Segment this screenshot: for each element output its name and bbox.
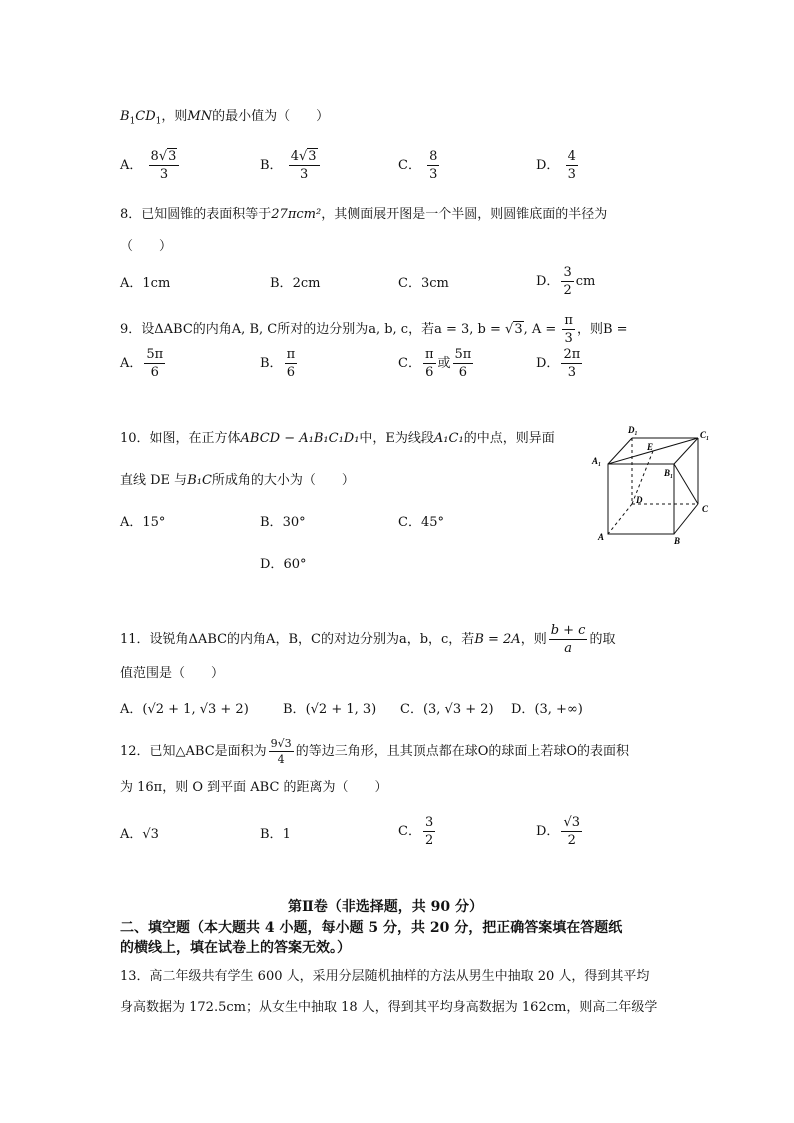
label-d: D xyxy=(636,495,643,505)
edge-bc xyxy=(674,504,698,534)
label-d1: D₁ xyxy=(628,425,638,435)
fraction: $\frac{4}{3}$ xyxy=(567,149,576,182)
q12-stem-line2: 为 16π，则 O 到平面 ABC 的距离为（ ） xyxy=(120,780,388,795)
fraction: $\frac{8√3}{3}$ xyxy=(149,150,180,181)
label-e: E xyxy=(647,442,654,452)
q11-option-a[interactable]: A．(√2 + 1, √3 + 2) xyxy=(120,702,249,717)
q8-option-a[interactable]: A．1cm xyxy=(120,276,171,291)
option-label: C． xyxy=(398,158,421,173)
q12-option-a[interactable]: A．√3 xyxy=(120,827,159,842)
fraction: $\frac{4√3}{3}$ xyxy=(289,150,320,181)
q12-option-d[interactable]: D． $\frac{√3}{2}$ xyxy=(536,815,580,848)
q8-option-d[interactable]: D． $\frac{3}{2}$ cm xyxy=(536,265,596,298)
q13-stem-line1: 13．高二年级共有学生 600 人，采用分层随机抽样的方法从男生中抽取 20 人，得到其平均 xyxy=(120,969,650,984)
q8-option-b[interactable]: B．2cm xyxy=(270,276,321,291)
q9-option-a[interactable]: A． $\frac{5\pi}{6}$ xyxy=(120,347,164,380)
q9-option-b[interactable]: B． $\frac{\pi}{6}$ xyxy=(260,347,296,380)
label-b1: B₁ xyxy=(664,468,674,478)
q10-option-c[interactable]: C．45° xyxy=(398,515,444,530)
section-heading-line2: 的横线上，填在试卷上的答案无效。） xyxy=(120,940,351,956)
q11-stem-line2: 值范围是（ ） xyxy=(120,666,225,681)
q11-option-d[interactable]: D．(3, +∞) xyxy=(511,702,583,717)
q9-option-c[interactable]: C． $\frac{\pi}{6}$ 或 $\frac{5\pi}{6}$ xyxy=(398,347,472,380)
q7-text2: 的最小值为（ ） xyxy=(212,109,330,124)
q10-option-a[interactable]: A．15° xyxy=(120,515,166,530)
section-heading-line1: 二、填空题（本大题共 4 小题，每小题 5 分，共 20 分，把正确答案填在答题纸 xyxy=(120,920,623,936)
q7-var-cd: CD xyxy=(135,109,156,124)
q7-continuation xyxy=(120,110,329,127)
label-c1: C₁ xyxy=(700,430,710,440)
q7-option-a[interactable] xyxy=(120,150,181,181)
q7-var-mn: MN xyxy=(187,109,213,124)
q11-option-b[interactable]: B．(√2 + 1, 3) xyxy=(283,702,377,717)
q8-stem-line1: 8．已知圆锥的表面积等于27πcm²，其侧面展开图是一个半圆，则圆锥底面的半径为 xyxy=(120,207,608,222)
q7-text: ，则 xyxy=(161,109,188,124)
segment-b1c xyxy=(674,464,698,504)
edge-da xyxy=(608,504,632,534)
q7-sub: 1 xyxy=(129,116,136,127)
q9-stem: 9．设ΔABC的内角A, B, C所对的边分别为a, b, c，若a = 3, b = √3, A = $\frac{\pi}{3}$ ，则B = xyxy=(120,313,628,346)
q10-option-d[interactable]: D．60° xyxy=(260,557,307,572)
q7-option-b[interactable] xyxy=(260,150,322,181)
q12-option-b[interactable]: B．1 xyxy=(260,827,291,842)
q10-stem-line1: 10．如图，在正方体ABCD − A₁B₁C₁D₁中，E为线段A₁C₁的中点，则异面 xyxy=(120,431,555,446)
option-label: D． xyxy=(536,158,560,173)
fraction: $\frac{3}{2}$ xyxy=(563,265,572,298)
q10-option-b[interactable]: B．30° xyxy=(260,515,306,530)
q11-stem-line1: 11．设锐角ΔABC的内角A，B，C的对边分别为a，b，c，若B = 2A，则 $\frac{b + c}{a}$ 的取 xyxy=(120,623,616,656)
q7-option-d[interactable] xyxy=(536,150,580,181)
label-a1: A₁ xyxy=(592,456,602,466)
option-label: A． xyxy=(120,158,143,173)
q10-stem-line2: 直线 DE 与B₁C所成角的大小为（ ） xyxy=(120,473,355,488)
q8-option-c[interactable]: C．3cm xyxy=(398,276,449,291)
q12-option-c[interactable]: C． $\frac{3}{2}$ xyxy=(398,815,434,848)
q7-sub2: 1 xyxy=(155,116,162,127)
q12-stem-line1: 12．已知△ABC是面积为 $\frac{9√3}{4}$ 的等边三角形，且其顶点都在球O的球面上若球O的表面积 xyxy=(120,737,630,766)
label-c: C xyxy=(702,504,709,514)
q7-option-c[interactable] xyxy=(398,150,441,181)
label-a: A xyxy=(598,532,605,542)
cube-figure xyxy=(590,420,720,550)
label-b: B xyxy=(674,536,681,546)
q8-stem-line2: （ ） xyxy=(120,239,173,254)
fraction: $\frac{8}{3}$ xyxy=(429,149,438,182)
q9-option-d[interactable]: D． $\frac{2\pi}{3}$ xyxy=(536,347,581,380)
q11-option-c[interactable]: C．(3, √3 + 2) xyxy=(400,702,494,717)
section-title: 第Ⅱ卷（非选择题，共 90 分） xyxy=(288,899,484,915)
q7-var-b: B xyxy=(120,109,130,124)
option-label: B． xyxy=(260,158,283,173)
q13-stem-line2: 身高数据为 172.5cm；从女生中抽取 18 人，得到其平均身高数据为 162cm，则高二年级学 xyxy=(120,1000,658,1015)
